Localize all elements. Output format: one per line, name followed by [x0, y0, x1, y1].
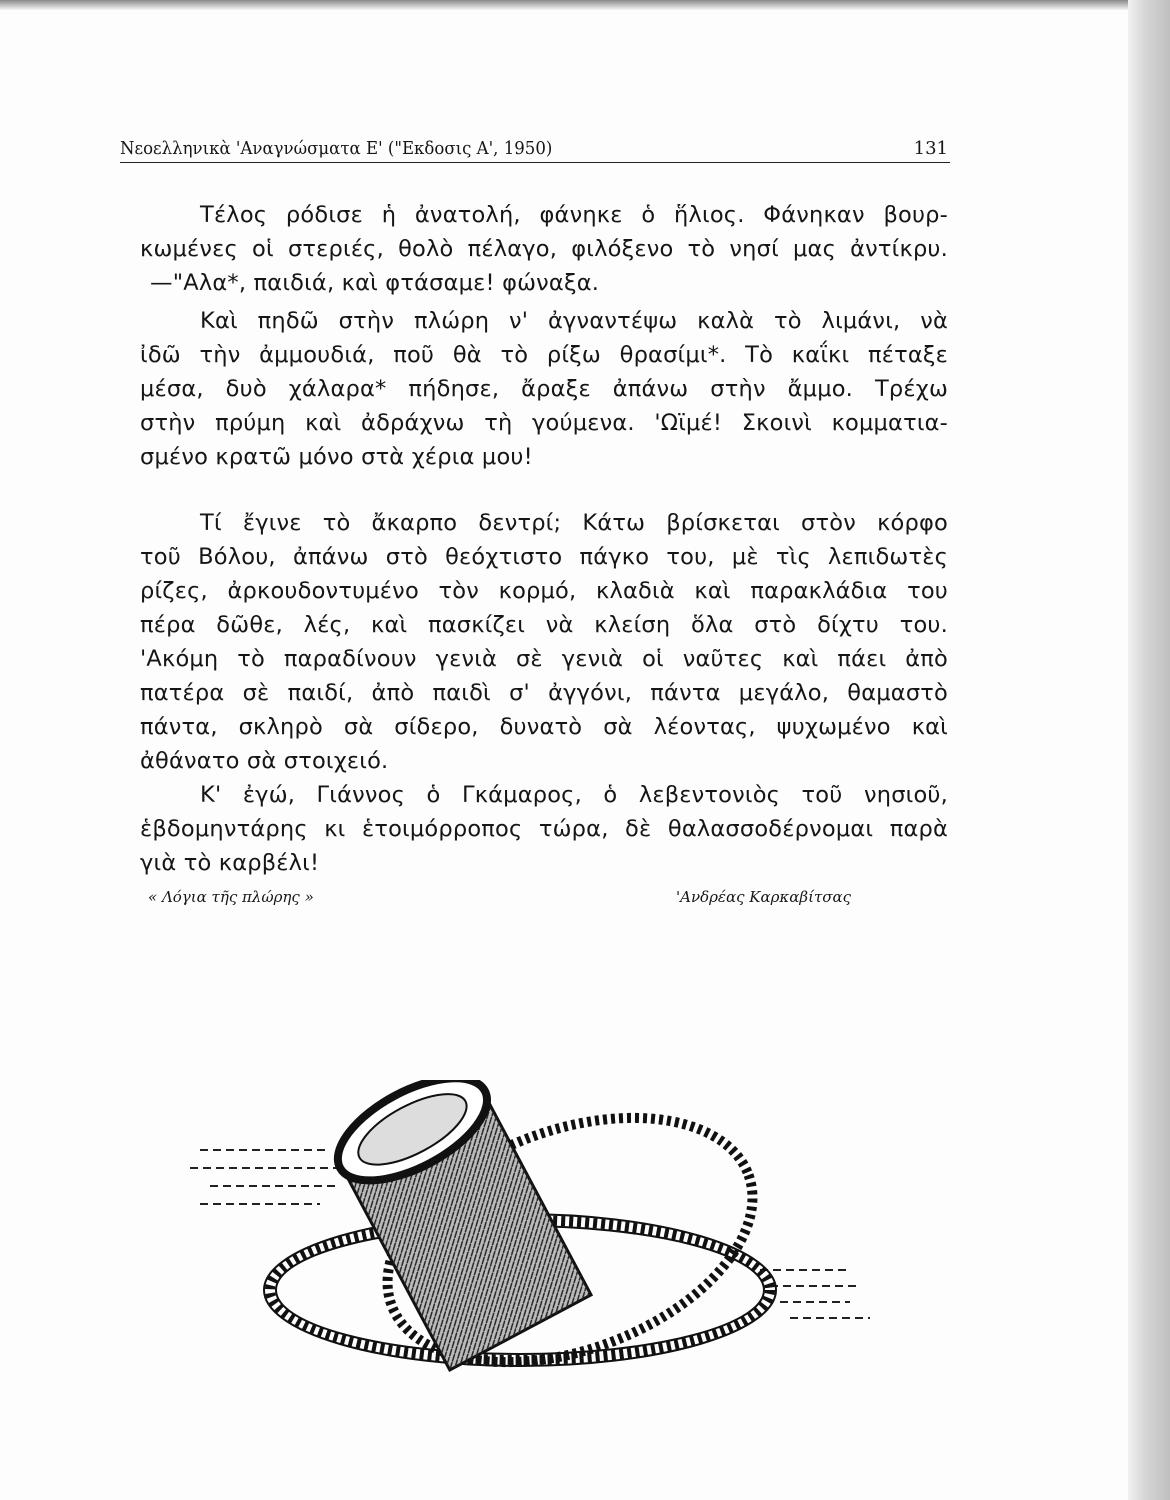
text-line: Κ' ἐγώ, Γιάννος ὁ Γκάμαρος, ὁ λεβεντονιὸς τοῦ νησιοῦ, [200, 782, 948, 808]
text-line: ἀθάνατο σὰ στοιχειό. [140, 748, 389, 774]
text-line: Καὶ πηδῶ στὴν πλώρη ν' ἀγναντέψω καλὰ τὸ λιμάνι, νὰ [200, 308, 948, 334]
author-name: 'Ανδρέας Καρκαβίτσας [676, 888, 852, 906]
header-title: Νεοελληνικὰ 'Αναγνώσματα Ε' ("Εκδοσις Α', 1950) [120, 138, 553, 159]
text-line: στὴν πρύμη καὶ ἀδράχνω τὴ γούμενα. 'Ωϊμέ! Σκοινὶ κομματια- [140, 410, 948, 436]
text-line: πατέρα σὲ παιδί, ἀπὸ παιδὶ σ' ἀγγόνι, πάντα μεγάλο, θαμαστὸ [140, 680, 948, 706]
text-line: Τέλος ρόδισε ἡ ἀνατολή, φάνηκε ὁ ἥλιος. Φάνηκαν βουρ- [200, 202, 948, 228]
text-line: τοῦ Βόλου, ἀπάνω στὸ θεόχτιστο πάγκο του, μὲ τὶς λεπιδωτὲς [140, 544, 948, 570]
text-line: ρίζες, ἀρκουδοντυμένο τὸν κορμό, κλαδιὰ καὶ παρακλάδια του [140, 578, 948, 604]
source-title: « Λόγια τῆς πλώρης » [148, 888, 314, 906]
text-line: μέσα, δυὸ χάλαρα* πήδησε, ἄραξε ἀπάνω στὴν ἄμμο. Τρέχω [140, 376, 948, 402]
text-line: σμένο κρατῶ μόνο στὰ χέρια μου! [140, 444, 533, 470]
text-line: ἰδῶ τὴν ἀμμουδιά, ποῦ θὰ τὸ ρίξω θρασίμι*. Τὸ καΐκι πέταξε [140, 342, 948, 368]
page-right-edge [1128, 0, 1170, 1500]
text-line: Τί ἔγινε τὸ ἄκαρπο δεντρί; Κάτω βρίσκεται στὸν κόρφο [200, 510, 948, 536]
rope-and-bucket-illustration [190, 1080, 890, 1400]
running-header [120, 136, 950, 163]
page-top-edge [0, 0, 1170, 10]
bucket-icon [322, 1080, 593, 1371]
text-line: κωμένες οἱ στεριές, θολὸ πέλαγο, φιλόξενο τὸ νησί μας ἀντίκρυ. [140, 236, 948, 262]
text-line: 'Ακόμη τὸ παραδίνουν γενιὰ σὲ γενιὰ οἱ ναῦτες καὶ πάει ἀπὸ [140, 646, 948, 672]
text-line: ἑβδομηντάρης κι ἑτοιμόρροπος τώρα, δὲ θαλασσοδέρνομαι παρὰ [140, 816, 948, 842]
text-line: πάντα, σκληρὸ σὰ σίδερο, δυνατὸ σὰ λέοντας, ψυχωμένο καὶ [140, 714, 948, 740]
page-number: 131 [913, 138, 948, 159]
text-line: πέρα δῶθε, λές, καὶ πασκίζει νὰ κλείση ὅλα στὸ δίχτυ του. [140, 612, 948, 638]
text-line: —"Αλα*, παιδιά, καὶ φτάσαμε! φώναξα. [150, 270, 600, 296]
text-line: γιὰ τὸ καρβέλι! [140, 850, 320, 876]
